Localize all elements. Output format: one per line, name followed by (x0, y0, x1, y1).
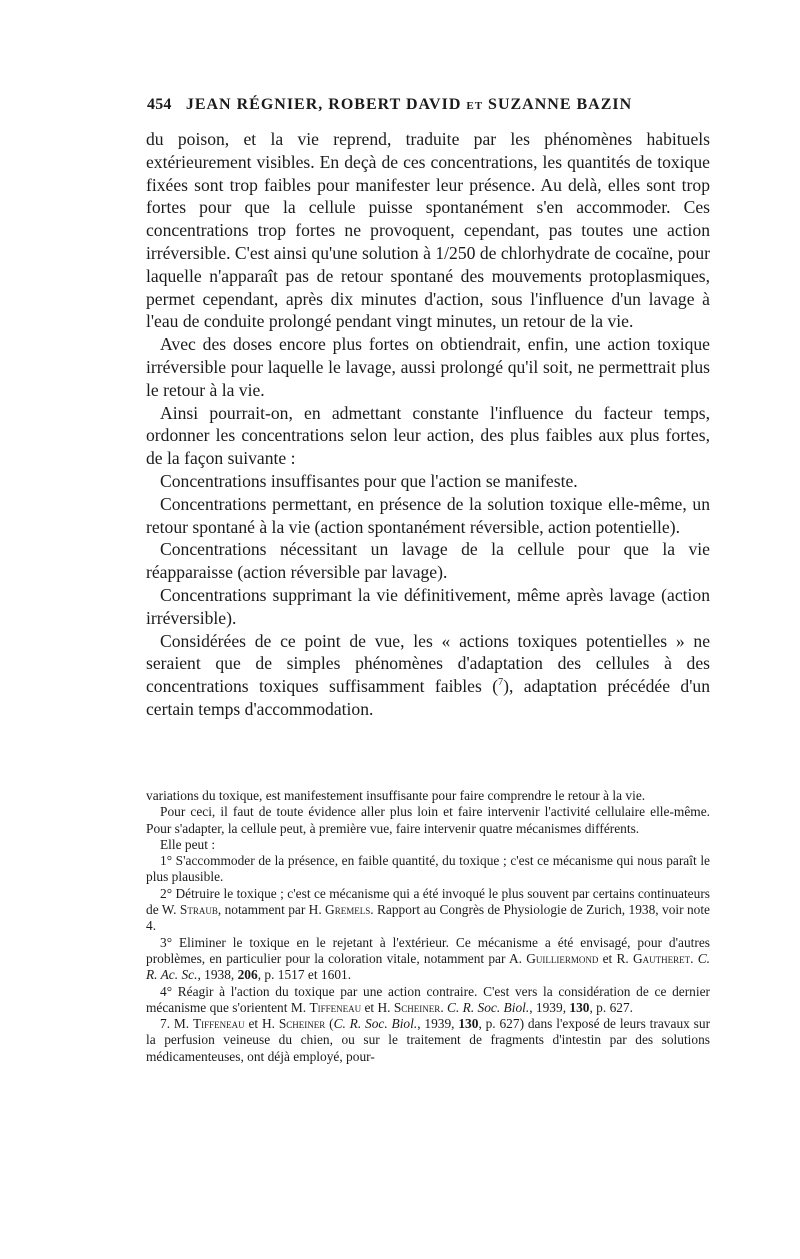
journal-title: C. R. Soc. Biol. (333, 1016, 418, 1032)
journal-title: C. R. Ac. Sc. (146, 950, 710, 983)
paragraph: Concentrations nécessitant un lavage de la cellule pour que la vie réapparaisse (action réversible par lavage). (146, 539, 710, 583)
footnote-text: 7. M. (160, 1016, 193, 1032)
footnote: 1° S'accommoder de la présence, en faible quantité, du toxique ; c'est ce mécanisme qui nous paraît le plus plausible. (146, 853, 710, 885)
footnote: variations du toxique, est manifestement insuffisante pour faire comprendre le retour à la vie. (146, 788, 646, 803)
footnote-text: et H. (244, 1016, 279, 1032)
page-number: 454 (147, 96, 172, 113)
running-head (147, 96, 707, 114)
author-name: Gautheret (632, 950, 691, 966)
author-name: Tiffeneau (192, 1016, 245, 1032)
footnote-text: 4° Réagir à l'action du toxique par une action contraire. C'est vers la considération de ce dernier mécanisme que s'orientent M. (146, 983, 710, 1015)
author-name: Scheiner (278, 1016, 326, 1032)
author-name: Scheiner (393, 999, 441, 1015)
volume-number: 130 (569, 999, 590, 1015)
footnote (146, 984, 710, 1017)
footnote-text: , p. 627) dans l'exposé de leurs travaux sur la perfusion veineuse du chien, ou sur le traitement de fragments d'intestin par des solutions médicamenteuses, ont déjà employé, pour- (146, 1016, 711, 1064)
footnote: Pour ceci, il faut de toute évidence aller plus loin et faire intervenir l'activité cellulaire elle-même. Pour s'adapter, la cellule peut, à première vue, faire intervenir quatre mécanismes différents. (146, 804, 710, 836)
author-name: Straub (179, 902, 218, 918)
footnote-reference: 7 (498, 677, 504, 689)
paragraph: Concentrations supprimant la vie définitivement, même après lavage (action irréversible). (146, 584, 710, 628)
footnote-text: . (690, 950, 698, 966)
main-text (146, 128, 710, 721)
footnote-text: , 1939, (417, 1016, 459, 1032)
author-name: Gremels (325, 902, 371, 918)
footnote-text: . Rapport au Congrès de Physiologie de Zurich, 1938, voir note 4. (146, 902, 710, 934)
author-name: Guilliermond (526, 950, 599, 966)
footnote-text: ( (325, 1016, 334, 1032)
footnote (146, 886, 710, 935)
paragraph-text: Considérées de ce point de vue, les « actions toxiques potentielles » ne seraient que de simples phénomènes d'adaptation des cellules à des concentrations toxiques suffisamment faibles ( (146, 630, 710, 697)
paragraph: Ainsi pourrait-on, en admettant constante l'influence du facteur temps, ordonner les concentrations selon leur action, des plus faibles aux plus fortes, de la façon suivante : (146, 402, 710, 469)
paragraph (146, 630, 710, 721)
footnote-text: , notamment par H. (217, 902, 326, 918)
paragraph: du poison, et la vie reprend, traduite par les phénomènes habituels extérieurement visibles. En deçà de ces concentrations, les quantités de toxique fixées sont trop faibles pour manifester leur présence. Au delà, elles sont trop fortes pour que la cellule puisse spontanément s'en accommoder. Ces concentrations trop fortes ne provoquent, cependant, pas toutes une action irréversible. C'est ainsi qu'une solution à 1/250 de chlorhydrate de cocaïne, pour laquelle n'apparaît pas de retour spontané des mouvements protoplasmiques, permet cependant, après dix minutes d'action, sous l'influence d'un lavage à l'eau de conduite prolongé pendant vingt minutes, un retour de la vie. (146, 129, 710, 332)
footnote-text: , 1938, (197, 967, 238, 983)
author-name: Tiffeneau (309, 999, 362, 1015)
footnote-text: . (440, 999, 448, 1015)
volume-number: 130 (458, 1016, 479, 1032)
footnote-text: 2° Détruire le toxique ; c'est ce mécanisme qui a été invoqué le plus souvent par certains continuateurs de W. (146, 885, 710, 918)
paragraph-text: ), adaptation précédée d'un certain temps d'accommodation. (146, 676, 710, 719)
footnote-text: et R. (598, 950, 633, 966)
paragraph: Concentrations permettant, en présence de la solution toxique elle-même, un retour spontané à la vie (action spontanément réversible, action potentielle). (146, 493, 710, 537)
footnote (146, 935, 710, 984)
footnotes (146, 788, 710, 1065)
footnote-text: 3° Eliminer le toxique en le rejetant à l'extérieur. Ce mécanisme a été envisagé, pour d'autres problèmes, en particulier pour la coloration vitale, notamment par A. (146, 934, 710, 966)
footnote-text: et H. (361, 999, 394, 1015)
journal-title: C. R. Soc. Biol. (447, 999, 530, 1015)
footnote-text: , p. 627. (589, 999, 634, 1015)
running-head-authors: JEAN RÉGNIER, ROBERT DAVID et SUZANNE BAZIN (185, 96, 633, 113)
volume-number: 206 (237, 967, 258, 983)
footnote: Elle peut : (160, 836, 216, 852)
paragraph: Avec des doses encore plus fortes on obtiendrait, enfin, une action toxique irréversible pour laquelle le lavage, aussi prolongé qu'il soit, ne permettrait plus le retour à la vie. (146, 334, 710, 400)
paragraph: Concentrations insuffisantes pour que l'action se manifeste. (160, 470, 578, 491)
footnote-text: , p. 1517 et 1601. (257, 967, 352, 983)
footnote (146, 1016, 710, 1065)
footnote-text: , 1939, (529, 999, 570, 1015)
